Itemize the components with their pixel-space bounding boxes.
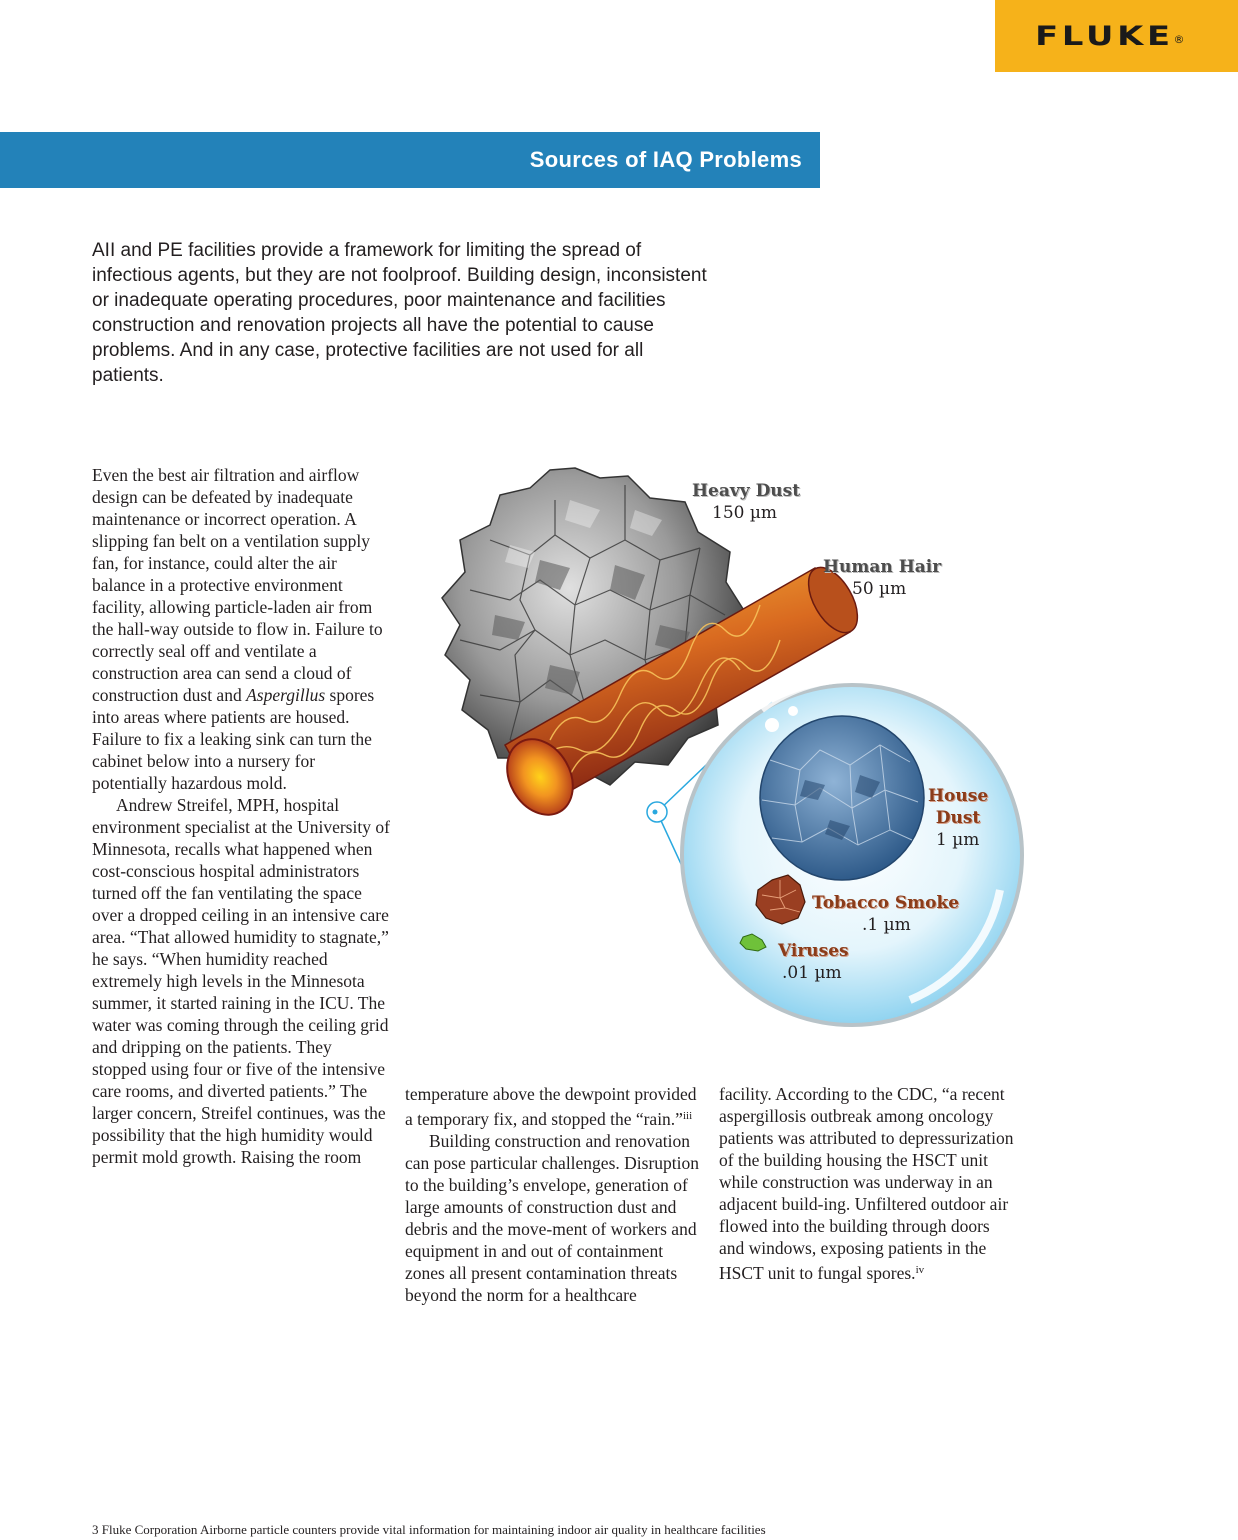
section-banner	[0, 132, 820, 188]
house-dust-label-line-1: House	[928, 786, 989, 806]
viruses-size: .01 µm	[782, 963, 842, 983]
column-3	[719, 1083, 1017, 1284]
particle-illustration	[400, 440, 1060, 1050]
column-1-text-b: spores into areas where patients are housed. Failure to fix a leaking sink can turn the cabinet below into a nursery for potentially hazardous mold.	[92, 685, 375, 793]
registered-mark: ®	[1173, 32, 1185, 46]
fluke-logo-text: FLUKE	[1034, 20, 1174, 52]
heavy-dust-label: Heavy Dust	[692, 481, 801, 501]
column-1-paragraph-1	[92, 464, 390, 794]
human-hair-size: 50 µm	[852, 579, 907, 599]
column-3-paragraph-1	[719, 1083, 1017, 1284]
column-2-paragraph-1	[405, 1083, 703, 1130]
column-1-paragraph-2: Andrew Streifel, MPH, hospital environment specialist at the University of Minnesota, recalls what happened when cost-conscious hospital administrators turned off the fan ventilating the space over a dropped ceiling in an intensive care area. “That allowed humidity to stagnate,” he says. “When humidity reached extremely high levels in the Minnesota summer, it started raining in the ICU. The water was coming through the ceiling grid and dripping on the patients. They stopped using four or five of the intensive care rooms, and diverted patients.” The larger concern, Streifel continues, was the possibility that the high humidity would permit mold growth. Raising the room	[92, 795, 390, 1167]
aspergillus-italic: Aspergillus	[246, 685, 326, 705]
fluke-logo	[995, 0, 1238, 72]
house-dust-size: 1 µm	[936, 830, 980, 850]
reference-iv: iv	[915, 1264, 925, 1276]
column-1	[92, 464, 390, 1168]
reference-iii: iii	[682, 1110, 693, 1122]
column-2-paragraph-2: Building construction and renovation can pose particular challenges. Disruption to the building’s envelope, generation of large amounts of construction dust and debris and the move-ment of workers and equipment in and out of containment zones all present contamination threats beyond the norm for a healthcare	[405, 1131, 699, 1305]
section-title: Sources of IAQ Problems	[529, 147, 802, 172]
human-hair-label: Human Hair	[823, 557, 942, 577]
house-dust-label-line-2: Dust	[935, 808, 981, 828]
house-dust-label	[928, 785, 988, 829]
intro-paragraph: AII and PE facilities provide a framework for limiting the spread of infectious agents, but they are not foolproof. Building design, inconsistent or inadequate operating procedures, poor maintenance and facilities construction and renovation projects all have the potential to cause problems. And in any case, protective facilities are not used for all patients.	[92, 240, 707, 386]
column-1-text-a: Even the best air filtration and airflow design can be defeated by inadequate maintenance or incorrect operation. A slipping fan belt on a ventilation supply fan, for instance, could alter the air balance in a protective environment facility, allowing particle-laden air from the hall-way outside to flow in. Failure to correctly seal off and ventilate a construction area can send a cloud of construction dust and	[92, 465, 383, 705]
column-3-text-a: facility. According to the CDC, “a recent aspergillosis outbreak among oncology patients was attributed to depressurization of the building housing the HSCT unit while construction was underway in an adjacent build-ing. Unfiltered outdoor air flowed into the building through doors and windows, exposing patients in the HSCT unit to fungal spores.	[719, 1084, 1014, 1283]
column-2-text-a: temperature above the dewpoint provided a temporary fix, and stopped the “rain.”	[405, 1084, 697, 1129]
page-footer: 3 Fluke Corporation Airborne particle counters provide vital information for maintaining indoor air quality in healthcare facilities	[92, 1522, 766, 1537]
tobacco-smoke-label: Tobacco Smoke	[812, 893, 960, 913]
column-2	[405, 1083, 703, 1306]
viruses-label: Viruses	[778, 941, 849, 961]
heavy-dust-size: 150 µm	[712, 503, 778, 523]
tobacco-smoke-size: .1 µm	[862, 915, 911, 935]
house-dust-particle	[760, 716, 924, 880]
particle-size-figure	[400, 440, 1060, 1050]
